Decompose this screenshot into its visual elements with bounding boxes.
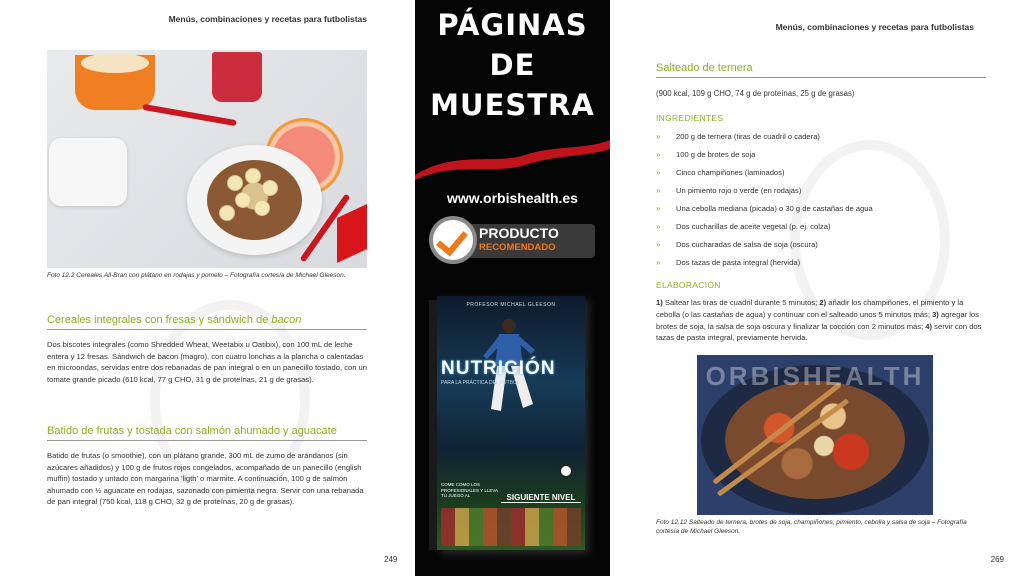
section-text-batido: Batido de frutas (o smoothie), con un plátano grande, 300 mL de zumo de arándanos (sin azúcares añadidos) y 100 g de frutos rojos congelados, acompañado de un panecillo (english muffin) tostado y untado con margarina 'ligth' o marmite. A continuación, 100 g de salmón ahumado con ½ aguacate en rodajas, sazonado con pimienta negra. Servir con una rebanada de pan integral (750 kcal, 118 g CHO, 32 g de proteínas, 20 g de grasas). <box>47 451 364 507</box>
ingredient-item <box>656 256 986 274</box>
right-page <box>610 0 1024 576</box>
book-blurb: COME COMO LOS PROFESIONALES Y LLEVA TU JUEGO AL <box>441 482 498 499</box>
ingredient-text: Una cebolla mediana (picada) o 30 g de castañas de agua <box>676 204 873 213</box>
book-food-strip <box>441 508 581 546</box>
bullet-icon: » <box>656 240 661 249</box>
bullet-icon: » <box>656 132 661 141</box>
elaboration-heading: ELABORACIÓN <box>656 280 721 290</box>
ingredients-list <box>656 130 986 274</box>
ingredient-text: Un pimiento rojo o verde (en rodajas) <box>676 186 802 195</box>
bullet-icon: » <box>656 204 661 213</box>
step-number: 4) <box>925 321 933 331</box>
section-title-part: Cereales integrales con fresas y sándwich de <box>47 314 272 326</box>
ingredient-item <box>656 202 986 220</box>
bullet-icon: » <box>656 222 661 231</box>
banner-line-de: DE <box>489 48 536 82</box>
banana-slice <box>262 180 278 196</box>
banner-line-muestra: MUESTRA <box>430 88 595 122</box>
banana-slice <box>245 168 261 184</box>
ingredient-item <box>656 184 986 202</box>
elaboration-text: 1) Saltear las tiras de cuadril durante 5 minutos; 2) añadir los champiñones, el pimiento y la cebolla (o las castañas de agua) y continuar con el salteado unos 5 minutos más; 3) agregar los brotes de soja, la salsa de soja oscura y finalizar la cocción con 2 minutos más; 4) servir con dos tazas de pasta integral, previamente hervida. <box>656 298 982 343</box>
breakfast-photo <box>47 50 367 268</box>
badge-label-box <box>461 224 595 258</box>
left-page <box>0 0 415 576</box>
bullet-icon: » <box>656 168 661 177</box>
book-spine <box>429 300 437 550</box>
bullet-icon: » <box>656 258 661 267</box>
ingredient-item <box>656 166 986 184</box>
page-number-right: 269 <box>990 555 1004 564</box>
book-nivel: SIGUIENTE NIVEL <box>501 493 581 503</box>
ingredient-item <box>656 148 986 166</box>
checkmark-icon <box>436 223 468 256</box>
red-napkin <box>337 204 367 263</box>
banana-slice <box>227 175 243 191</box>
milk-jug <box>49 138 127 206</box>
red-swoosh-icon <box>415 135 610 180</box>
ingredient-text: Dos cucharadas de salsa de soja (oscura) <box>676 240 818 249</box>
website-link[interactable]: www.orbishealth.es <box>447 190 578 206</box>
recipe-title: Salteado de ternera <box>656 62 986 78</box>
section-text-cereales: Dos biscotes integrales (como Shredded Wheat, Weetabix u Oatibix), con 100 mL de leche entera y 12 fresas. Sándwich de bacon (magro), con cuatro lonchas a la plancha o calentadas en microondas, servidas entre dos rebanadas de pan integral o en un panecillo tostado, con un tomate grande picado (610 kcal, 77 g CHO, 31 g de proteínas, 21 g de grasas). <box>47 340 367 384</box>
badge-top-text: PRODUCTO <box>479 225 559 241</box>
stirfry-photo <box>697 355 933 515</box>
ingredient-item <box>656 238 986 256</box>
mug-coffee <box>81 53 149 73</box>
orbishealth-watermark: ORBISHEALTH <box>705 361 925 391</box>
running-head-right: Menús, combinaciones y recetas para futbolistas <box>775 22 974 32</box>
bullet-icon: » <box>656 150 661 159</box>
sample-pages-banner <box>415 0 610 576</box>
recommended-product-badge <box>429 216 597 264</box>
badge-bottom-text: RECOMENDADO <box>479 242 556 253</box>
checkmark-circle-icon <box>429 216 477 264</box>
stirfry-food <box>725 381 905 499</box>
juice-glass <box>212 52 262 102</box>
ingredient-text: Dos tazas de pasta integral (hervida) <box>676 258 801 267</box>
running-head-left: Menús, combinaciones y recetas para futbolistas <box>168 14 367 24</box>
ingredient-text: 100 g de brotes de soja <box>676 150 756 159</box>
book-cover[interactable] <box>437 296 585 550</box>
section-title-cereales <box>47 314 367 330</box>
photo-caption-left: Foto 12.2 Cereales All-Bran con plátano en rodajas y pomelo – Fotografía cortesía de Michael Gleeson. <box>47 272 346 279</box>
section-title-italic: bacon <box>271 314 302 326</box>
step-number: 3) <box>932 309 939 319</box>
ingredient-text: Dos cucharillas de aceite vegetal (p. ej. colza) <box>676 222 831 231</box>
page-number-left: 249 <box>384 555 398 564</box>
banner-line-paginas: PÁGINAS <box>437 8 588 42</box>
ingredient-item <box>656 130 986 148</box>
book-author: PROFESOR MICHAEL GLEESON <box>466 302 556 308</box>
step-number: 2) <box>819 298 827 307</box>
recipe-macros: (900 kcal, 109 g CHO, 74 g de proteínas, 25 g de grasas) <box>656 89 855 98</box>
banana-slice <box>219 205 235 221</box>
bullet-icon: » <box>656 186 661 195</box>
soccer-ball-icon <box>559 464 573 478</box>
banana-slice <box>254 200 270 216</box>
photo-caption-right: Foto 12.12 Salteado de ternera, brotes de soja, champiñones, pimiento, cebolla y salsa de soja – Fotografía cortesía de Michael Gleeson. <box>656 519 967 535</box>
red-spoon <box>142 104 237 126</box>
ingredient-text: Cinco champiñones (laminados) <box>676 168 785 177</box>
ingredient-item <box>656 220 986 238</box>
ingredients-heading: INGREDIENTES <box>656 113 724 123</box>
book-subtitle: PARA LA PRÁCTICA DEL FÚTBOL <box>441 380 520 386</box>
section-title-batido: Batido de frutas y tostada con salmón ahumado y aguacate <box>47 425 367 441</box>
ingredient-text: 200 g de ternera (tiras de cuadril o cadera) <box>676 132 820 141</box>
step-number: 1) <box>656 298 663 307</box>
book-title: NUTRICIÓN <box>441 358 556 379</box>
banana-slice <box>235 192 251 208</box>
